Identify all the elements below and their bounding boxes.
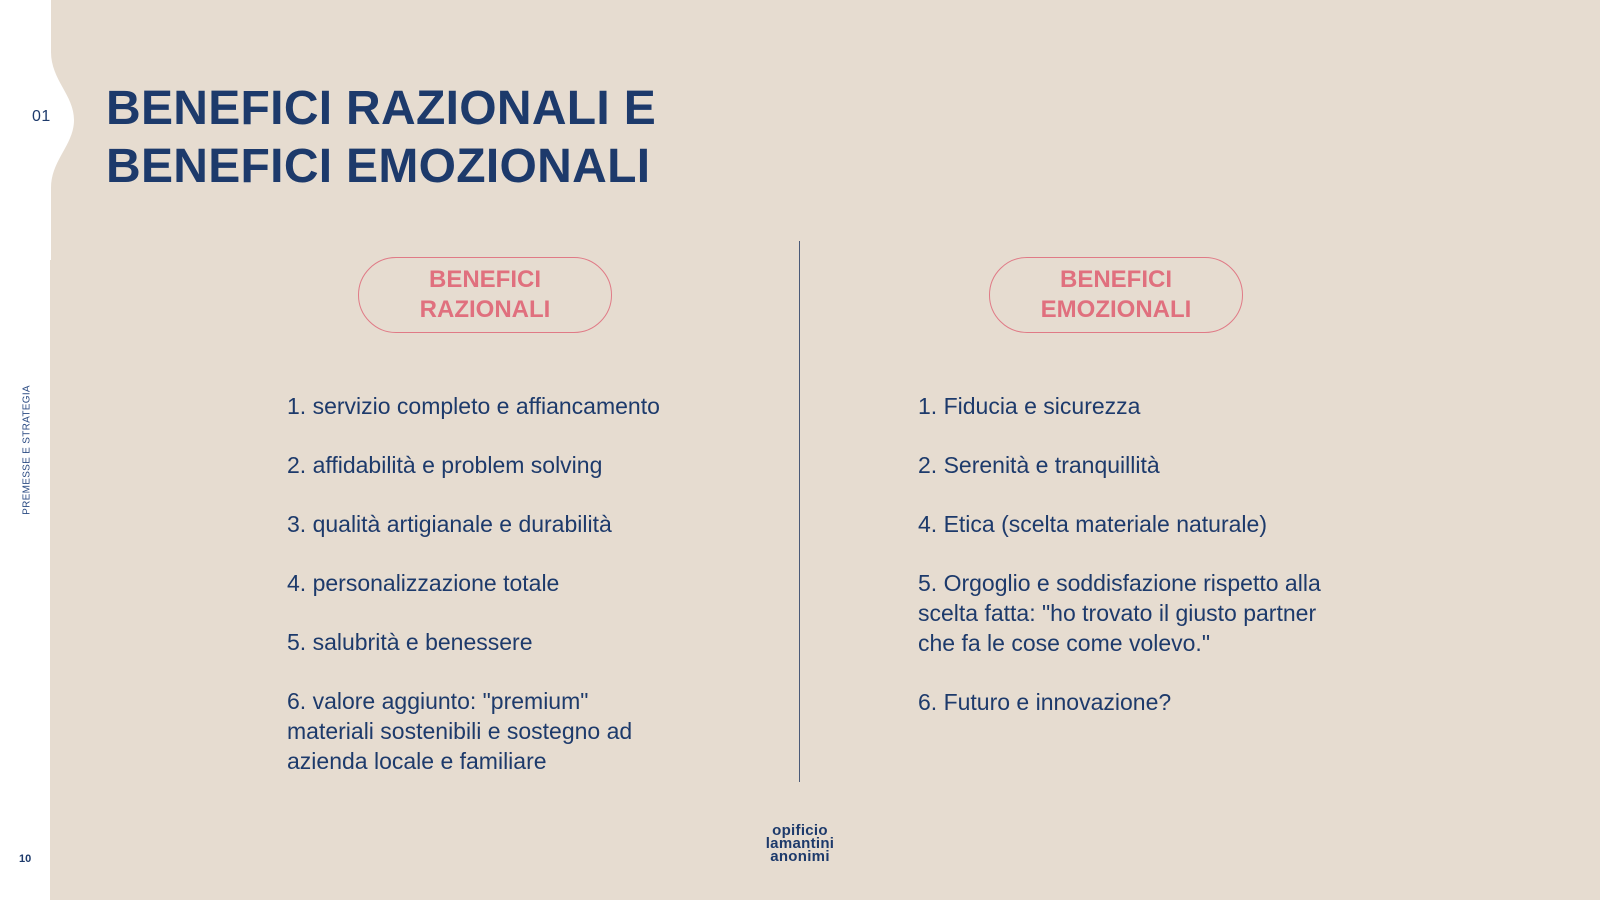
emotional-benefits-heading (989, 257, 1243, 333)
section-number: 01 (32, 108, 51, 125)
list-item: 1. Fiducia e sicurezza (918, 393, 1141, 419)
title-line-1: BENEFICI RAZIONALI E (106, 82, 657, 135)
emotional-heading-line-1: BENEFICI (1059, 266, 1172, 293)
section-tab (0, 0, 80, 260)
page-title (106, 80, 656, 196)
section-label: PREMESSE E STRATEGIA (21, 385, 33, 515)
logo-line-1: opificio (772, 822, 828, 839)
list-item: 1. servizio completo e affiancamento (287, 393, 660, 419)
emotional-benefits-list (918, 391, 1368, 746)
list-item: 5. Orgoglio e soddisfazione rispetto alla scelta fatta: "ho trovato il giusto partner che fa le cose come volevo." (918, 570, 1321, 656)
rational-heading-line-1: BENEFICI (428, 266, 541, 293)
page-number: 10 (19, 853, 32, 865)
list-item: 2. affidabilità e problem solving (287, 452, 603, 478)
rational-benefits-heading (358, 257, 612, 333)
list-item: 2. Serenità e tranquillità (918, 452, 1160, 478)
rational-heading-line-2: RAZIONALI (419, 296, 551, 323)
list-item: 5. salubrità e benessere (287, 629, 533, 655)
list-item: 6. Futuro e innovazione? (918, 689, 1172, 715)
list-item: 4. Etica (scelta materiale naturale) (918, 511, 1267, 537)
brand-logo (760, 824, 840, 863)
logo-line-3: anonimi (770, 848, 830, 865)
title-line-2: BENEFICI EMOZIONALI (106, 140, 651, 193)
rational-benefits-list (287, 391, 757, 805)
list-item: 3. qualità artigianale e durabilità (287, 511, 612, 537)
list-item: 4. personalizzazione totale (287, 570, 560, 596)
logo-line-2: lamantini (765, 835, 835, 852)
list-item: 6. valore aggiunto: "premium" materiali sostenibili e sostegno ad azienda locale e familiare (287, 688, 633, 774)
emotional-heading-line-2: EMOZIONALI (1040, 296, 1192, 323)
column-divider (799, 241, 800, 782)
